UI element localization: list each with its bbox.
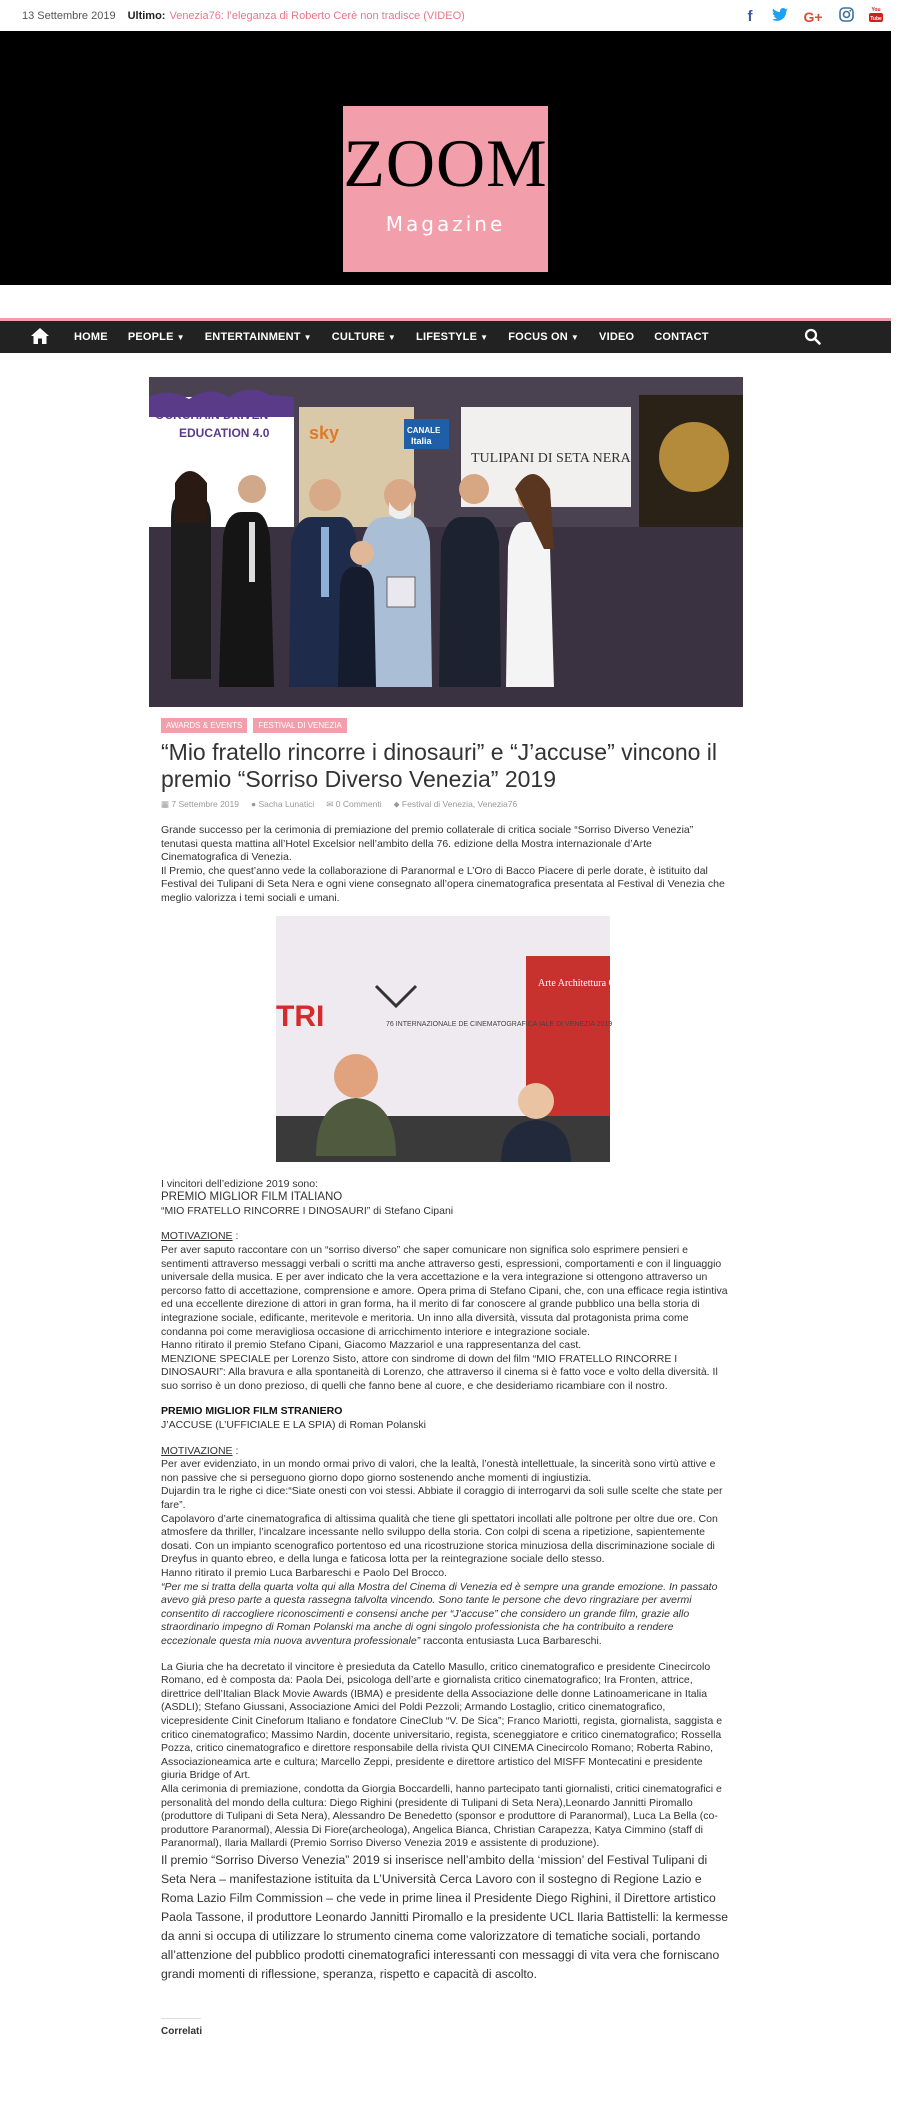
site-header — [0, 31, 891, 285]
post-comments[interactable]: ✉ 0 Commenti — [326, 799, 382, 809]
chevron-down-icon: ▼ — [303, 333, 312, 342]
ritirato-1: Hanno ritirato il premio Stefano Cipani, Giacomo Mazzariol e una rappresentanza del cast. — [161, 1339, 582, 1352]
category-festival-venezia[interactable]: FESTIVAL DI VENEZIA — [253, 718, 347, 733]
svg-text:You: You — [871, 7, 881, 13]
post-tags[interactable]: ⬥ Festival di Venezia, Venezia76 — [393, 799, 518, 809]
post-date[interactable]: ▦ 7 Settembre 2019 — [161, 799, 239, 809]
article-body — [161, 824, 784, 2038]
motivazione-text-2b: Dujardin tra le righe ci dice:“Siate onesti con voi stessi. Abbiate il coraggio di interrogarvi da soli sulle scelte che state per fare”. — [161, 1485, 723, 1512]
nav-contact[interactable]: CONTACT — [654, 331, 709, 343]
latest-news-link[interactable]: Venezia76: l’eleganza di Roberto Cerè non tradisce (VIDEO) — [169, 10, 465, 22]
intro-paragraph: Grande successo per la cerimonia di premiazione del premio collaterale di critica sociale “Sorriso Diverso Venezia” tenutasi questa mattina all’Hotel Excelsior nell’ambito della 76. edizione della Mostra internazionale d’Arte Cinematografica di Venezia. — [161, 824, 694, 864]
winners-intro: I vincitori dell’edizione 2019 sono: — [161, 1177, 319, 1190]
chevron-down-icon: ▼ — [570, 333, 580, 342]
cerimonia-paragraph: Alla cerimonia di premiazione, condotta da Giorgia Boccardelli, hanno partecipato tanti giornalisti, critici cinematografici e personalità del mondo della cultura: Diego Righini (presidente di Tulipani di Seta Nera),Leonardo Jannitti Piromallo (produttore di Tulipani di Seta Nera), Alessandro De Benedetto (sponsor e produttore di Paranormal), Luca La Bella (co-produttore Paranormal), Alessia Di Fiore(archeologa), Angelica Bianca, Christian Carapezza, Katya Cimmino (staff di Paranormal), Ilaria Mallardi (Premio Sorriso Diverso Venezia 2019 e assistente di produzione). — [161, 1782, 722, 1850]
nav-entertainment[interactable]: ENTERTAINMENT ▼ — [204, 331, 312, 343]
menzione-speciale: MENZIONE SPECIALE per Lorenzo Sisto, attore con sindrome di down del film “MIO FRATELLO RINCORRE I DINOSAURI”: Alla bravura e alla spontaneità di Lorenzo, che attraverso il cinema si è fatto voce e volto della diversità. Il suo sorriso è un dono prezioso, di quelli che fanno bene al cuore, e che desideriamo ricambiare con il nostro. — [161, 1352, 718, 1392]
chevron-down-icon: ▼ — [387, 333, 397, 342]
press-conference-photo — [276, 916, 784, 1162]
nav-video[interactable]: VIDEO — [599, 331, 635, 343]
featured-photo — [149, 377, 743, 707]
logo-title: ZOOM — [343, 125, 548, 201]
latest-label: Ultimo: — [127, 10, 166, 22]
motivazione-label-2: MOTIVAZIONE : — [161, 1444, 239, 1457]
film-title-foreign: J’ACCUSE (L’UFFICIALE E LA SPIA) di Roman Polanski — [161, 1419, 426, 1432]
nav-culture[interactable]: CULTURE ▼ — [331, 331, 397, 343]
chevron-down-icon: ▼ — [480, 333, 489, 342]
post-author[interactable]: ● Sacha Lunatici — [250, 799, 315, 809]
nav-lifestyle[interactable]: LIFESTYLE ▼ — [416, 331, 489, 343]
home-icon[interactable] — [30, 327, 50, 347]
user-icon: ● — [250, 799, 257, 809]
photo-caption-text: 76 INTERNAZIONALE DE CINEMATOGRAFICA IALE DI VENEZIA 2019 — [386, 1020, 613, 1028]
film-title-italian: “MIO FRATELLO RINCORRE I DINOSAURI” di Stefano Cipani — [161, 1204, 454, 1217]
calendar-icon: ▦ — [161, 799, 170, 809]
intro-paragraph-2: Il Premio, che quest’anno vede la collaborazione di Paranormal e L’Oro di Bacco Piacere di perle dorate, è istituito dal Festival dei Tulipani di Seta Nera e ogni viene consegnato all’opera cinematografica presentata al Festival di Venezia che meglio valorizza i temi sociali e umani. — [161, 864, 725, 904]
chevron-down-icon: ▼ — [176, 333, 185, 342]
comment-icon: ✉ — [326, 799, 334, 809]
twitter-icon[interactable] — [770, 8, 790, 26]
current-date: 13 Settembre 2019 — [22, 10, 116, 22]
giuria-paragraph: La Giuria che ha decretato il vincitore è presieduta da Catello Masullo, critico cinematografico e presidente Cinecircolo Romano, ed è composta da: Paola Dei, psicologa dell’arte e giornalista critico cinematografico; Ira Fronten, attrice, direttrice dell’Italian Black Movie Awards (IBMA) e presidente della Associazione delle donne Latinoamericane in Italia (ASDLI); Stefano Giussani, Associazione Amici del Poldi Pezzoli; Armando Lostaglio, critico cinematografico, vicepresidente Cinit Cineforum Italiano e fondatore CineClub “V. De Sica”; Franco Mariotti, regista, giornalista, saggista e critico cinematografico; Massimo Nardin, docente universitario, regista, sceneggiatore e critico cinematografico; Rossella Pozza, critico cinematografico e direttore responsabile della rivista QUI CINEMA Cinecircolo Romano; Roberta Rabino, Associazioneamica arte e cultura; Marcello Zeppi, presidente e direttore artistico del MISFF Montecatini e presidente giuria Bridge of Art. — [161, 1660, 723, 1782]
ritirato-2: Hanno ritirato il premio Luca Barbareschi e Paolo Del Brocco. — [161, 1567, 447, 1579]
article-meta — [161, 799, 743, 810]
nav-home[interactable]: HOME — [74, 331, 108, 343]
svg-text:CANALE: CANALE — [407, 426, 441, 435]
nav-focus-on[interactable]: FOCUS ON ▼ — [508, 331, 580, 343]
category-tags — [161, 718, 743, 733]
tag-icon: ⬥ — [393, 799, 400, 809]
biennale-text: Arte Architettura Cinema Danza Musica Teatro Archivio Stor — [538, 977, 784, 989]
logo-subtitle: Magazine — [385, 212, 506, 236]
main-nav — [0, 321, 891, 353]
svg-text:Italia: Italia — [411, 436, 432, 446]
closing-paragraph: Il premio “Sorriso Diverso Venezia” 2019 si inserisce nell’ambito della ‘mission’ del Festival Tulipani di Seta Nera – manifestazione istituita da L’Università Cerca Lavoro con il sostegno di Regione Lazio e Roma Lazio Film Commission – che vede in prime linea il Presidente Diego Righini, il Direttore artistico Paola Tassone, il produttore Leonardo Jannitti Piromallo e la presidente UCL Ilaria Battistelli: la kermesse da anni si occupa di utilizzare lo strumento cinema come valorizzatore di tematiche sociali, portando all’attenzione del pubblico prodotti cinematografici interessanti con messaggi di vita vera che forniscano grandi momenti di riflessione, speranza, rispetto e capacità di ascolto. — [161, 1852, 729, 1981]
svg-text:OCKCHAIN DRIVEN: OCKCHAIN DRIVEN — [155, 408, 269, 422]
category-awards-events[interactable]: AWARDS & EVENTS — [161, 718, 247, 733]
related-heading: Correlati — [161, 2018, 201, 2039]
youtube-icon[interactable] — [866, 6, 886, 27]
motivazione-text-2a: Per aver evidenziato, in un mondo ormai privo di valori, che la lealtà, l’onestà intellettuale, la sincerità sono virtù attive e non passive che si perseguono giorno dopo giorno sostenendo anche momenti di ingiustizia. — [161, 1458, 716, 1484]
motivazione-text-2c: Capolavoro d’arte cinematografica di altissima qualità che tiene gli spettatori incollati alle poltrone per oltre due ore. Con atmosfere da thriller, l’incalzare incessante nello sviluppo della storia. Con colpi di scena a ripetizione, sapientemente dosati. Con un impianto scenografico portentoso ed una ricostruzione storica minuziosa della discriminazione sociale di Dreyfus in quanto ebreo, e della lunga e faticosa lotta per la reintegrazione sociale dello stesso. — [161, 1512, 718, 1566]
svg-text:sky: sky — [309, 423, 340, 443]
top-bar — [0, 0, 900, 32]
google-plus-icon[interactable]: G+ — [803, 8, 823, 25]
facebook-icon[interactable]: f — [747, 8, 753, 25]
social-links — [740, 6, 886, 27]
barbareschi-quote: “Per me si tratta della quarta volta qui alla Mostra del Cinema di Venezia ed è sempre una grande emozione. In passato avevo già preso parte a questa rassegna talvolta vincendo. Sono tante le persone che devo ringraziare per avermi consentito di raccogliere riconoscimenti e consensi anche per “J’accuse” che considero un grande film, grazie allo straordinario impegno di Roman Polanski ma anche di ogni singolo professionista che ha contribuito a rendere eccezionale questa mia nuova avventura professionale” racconta entusiasta Luca Barbareschi. — [161, 1580, 718, 1647]
instagram-icon[interactable] — [836, 7, 856, 26]
motivazione-label-1: MOTIVAZIONE : — [161, 1230, 239, 1243]
motivazione-text-1: Per aver saputo raccontare con un “sorriso diverso” che saper comunicare non significa solo esprimere pensieri e sentimenti attraverso messaggi verbali o scritti ma anche attraverso gesti, espressioni, comportamenti e con il linguaggio universale della musica. E per aver indicato che la vera accettazione e la vera integrazione si ottengono attraverso un percorso fatto di accettazione, comprensione e amore. Opera prima di Stefano Cipani, che, con una efficace regia istintiva ed una eccellente direzione di attori in gran forma, ha il merito di far conoscere al grande pubblico una bella storia di integrazione sociale, edificante, meritevole e meritoria. Un inno alla diversità, vissuta dal protagonista prima come condanna poi come meravigliosa occasione di arricchimento interiore e integrazione sociale. — [161, 1243, 728, 1338]
article-title: “Mio fratello rincorre i dinosauri” e “J’accuse” vincono il premio “Sorriso Diverso Venezia” 2019 — [161, 739, 718, 792]
search-icon[interactable] — [804, 328, 821, 350]
svg-text:EDUCATION 4.0: EDUCATION 4.0 — [179, 426, 270, 440]
section-heading-italian: PREMIO MIGLIOR FILM ITALIANO — [161, 1191, 343, 1204]
svg-text:Tube: Tube — [870, 16, 882, 22]
photo-text-tri: TRI — [276, 999, 325, 1033]
section-heading-foreign: PREMIO MIGLIOR FILM STRANIERO — [161, 1405, 343, 1418]
site-logo[interactable] — [343, 106, 548, 272]
article — [149, 718, 784, 2038]
nav-people[interactable]: PEOPLE ▼ — [127, 331, 185, 343]
svg-text:TULIPANI DI SETA NERA: TULIPANI DI SETA NERA — [471, 451, 631, 466]
